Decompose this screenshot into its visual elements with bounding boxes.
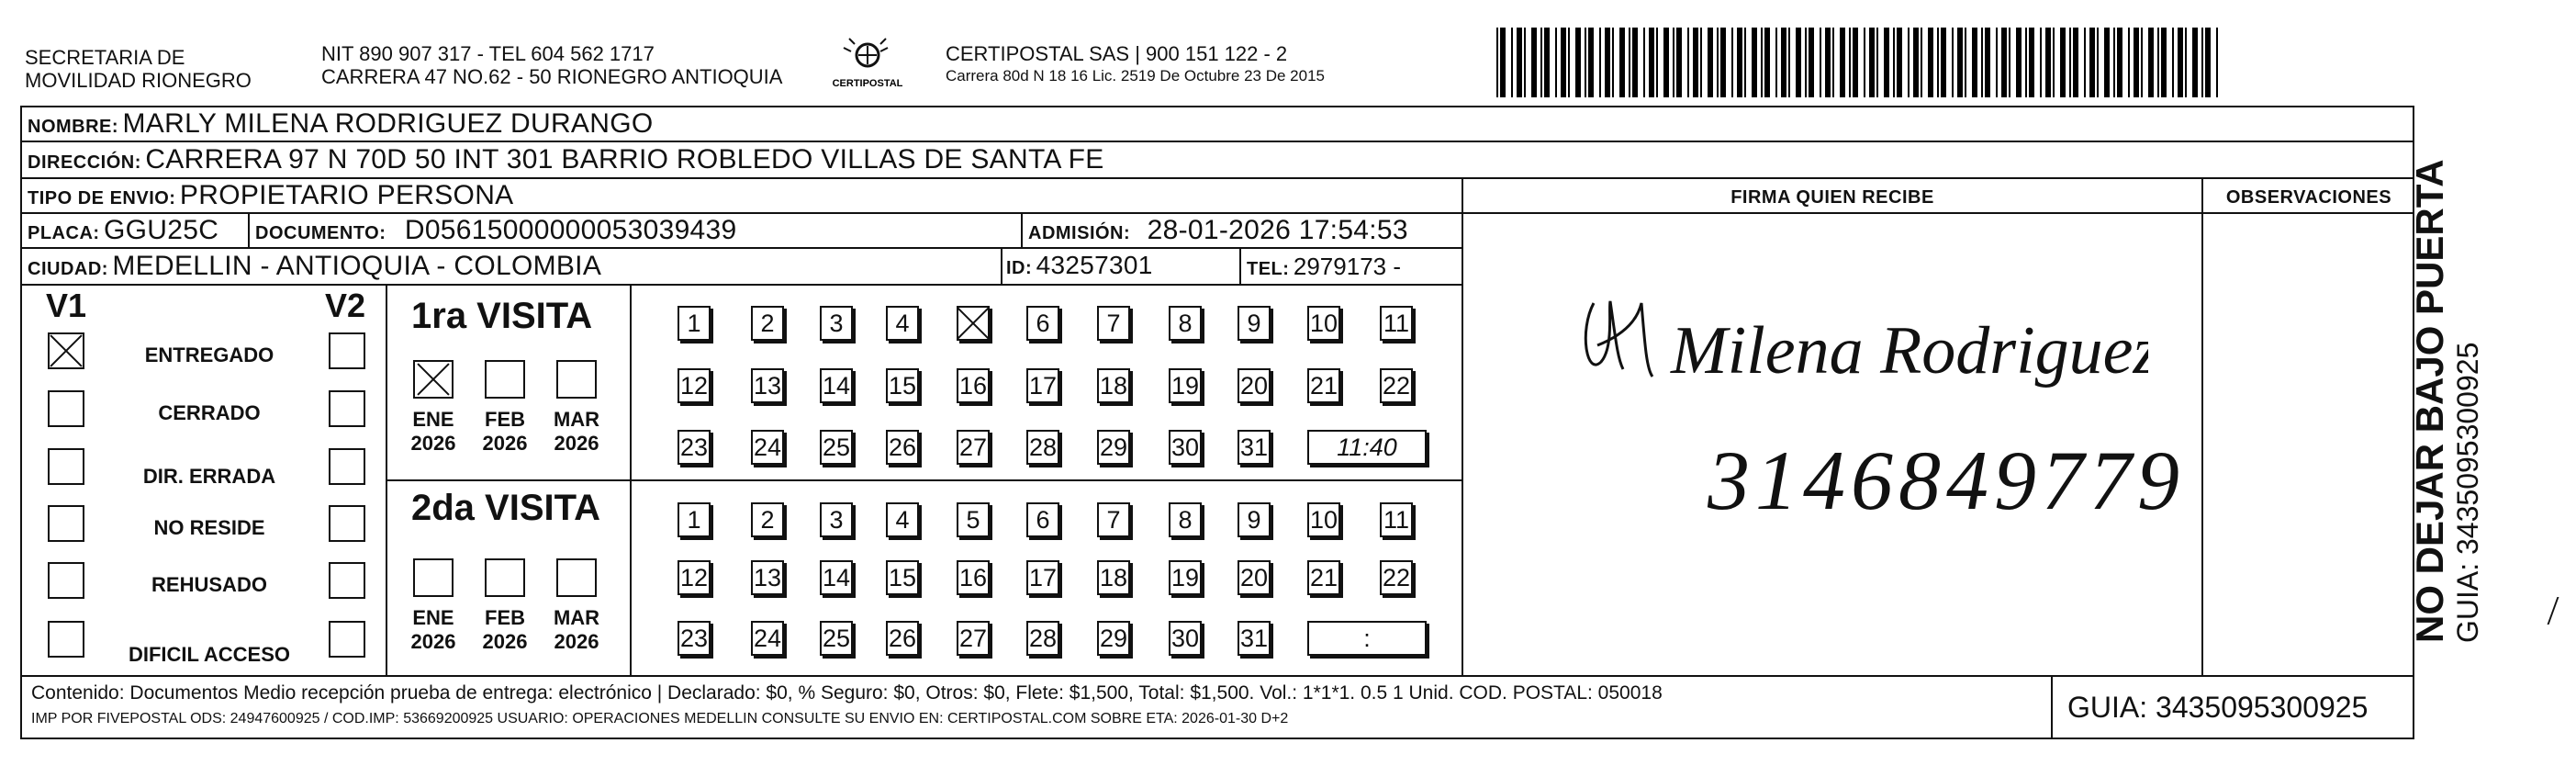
day-checkbox[interactable]: 7 [1097,502,1130,537]
day-checkbox[interactable]: 7 [1097,306,1130,341]
placa-label: PLACA: [28,223,100,243]
footer-guia-divider [2051,675,2053,739]
v2-label: V2 [325,287,366,324]
day-checkbox[interactable]: 14 [820,368,853,403]
month-year: 2026 [482,630,528,653]
id-field [1006,251,1153,280]
month-label [549,606,604,654]
day-checkbox[interactable]: 23 [678,621,711,656]
no-dejar-text: NO DEJAR BAJO PUERTA [2408,159,2451,643]
month-year: 2026 [410,630,456,653]
day-checkbox[interactable]: 11 [1380,306,1413,341]
month-name: FEB [485,606,525,629]
day-checkbox[interactable]: 2 [751,306,784,341]
stray-mark [2548,597,2572,625]
guia-vertical: GUIA: 3435095300925 [2451,342,2484,643]
day-checkbox[interactable]: 25 [820,430,853,465]
day-checkbox[interactable]: 12 [678,560,711,595]
tel-label: TEL: [1247,259,1290,279]
month-name: MAR [553,408,600,431]
time-field[interactable]: : [1307,621,1427,656]
signature-image [1561,266,2148,404]
day-checkbox[interactable]: 13 [751,368,784,403]
nit-line: NIT 890 907 317 - TEL 604 562 1717 [321,42,655,65]
ciudad-value: MEDELLIN - ANTIOQUIA - COLOMBIA [112,251,602,281]
footer-contenido: Contenido: Documentos Medio recepción prueba de entrega: electrónico | Declarado: $0, % Seguro: $0, Otros: $0, Flete: $1,500, Total: $1,500. Vol.: 1*1*1. 0.5 1 Unid. COD. POSTAL: 050018 [31,682,1663,704]
month-year: 2026 [554,432,599,455]
day-checkbox[interactable]: 18 [1097,368,1130,403]
day-checkbox[interactable]: 28 [1026,430,1059,465]
month-label [406,606,461,654]
day-checkbox[interactable]: 24 [751,621,784,656]
admision-divider [1021,214,1023,249]
day-checkbox[interactable]: 4 [886,502,919,537]
day-checkbox[interactable]: 6 [1026,502,1059,537]
day-checkbox[interactable]: 26 [886,430,919,465]
day-checkbox[interactable]: 31 [1238,621,1271,656]
id-value: 43257301 [1036,251,1153,279]
placa-divider [248,214,250,249]
status-label: REHUSADO [151,573,267,596]
month-label [406,408,461,456]
divider-firma [1462,179,1463,675]
ciudad-field [28,251,601,282]
day-checkbox[interactable]: 24 [751,430,784,465]
tel-field [1247,253,1401,281]
v1-label: V1 [46,287,87,324]
day-checkbox[interactable]: 22 [1380,560,1413,595]
time-field[interactable]: 11:40 [1307,430,1427,465]
day-checkbox[interactable]: 16 [957,560,990,595]
v2-checkbox[interactable] [329,505,365,542]
day-checkbox[interactable]: 6 [1026,306,1059,341]
v1-checkbox[interactable] [48,390,84,427]
day-checkbox[interactable]: 17 [1026,560,1059,595]
visits-divider [387,479,1462,481]
month-checkbox[interactable] [556,558,597,597]
day-checkbox[interactable]: 19 [1169,368,1202,403]
certipostal-logo-icon [831,29,904,94]
v2-checkbox[interactable] [329,332,365,369]
day-checkbox[interactable]: 29 [1097,430,1130,465]
day-checkbox[interactable]: 25 [820,621,853,656]
observaciones-label: OBSERVACIONES [2225,187,2392,208]
tel-value: 2979173 - [1293,253,1401,280]
direccion-field [28,144,1104,175]
day-checkbox[interactable]: 27 [957,621,990,656]
month-label [477,408,532,456]
day-checkbox[interactable]: 31 [1238,430,1271,465]
status-label: ENTREGADO [144,343,274,366]
status-label: NO RESIDE [153,516,265,539]
visit-month-divider [630,286,632,675]
day-checkbox[interactable]: 30 [1169,430,1202,465]
day-checkbox[interactable] [957,306,990,341]
day-checkbox[interactable]: 3 [820,502,853,537]
v1-checkbox[interactable] [48,621,84,658]
nombre-value: MARLY MILENA RODRIGUEZ DURANGO [122,108,654,139]
documento-field [255,215,737,246]
day-checkbox[interactable]: 21 [1307,560,1340,595]
v1-checkbox[interactable] [48,505,84,542]
day-checkbox[interactable]: 27 [957,430,990,465]
first-visit-title: 1ra VISITA [411,296,593,336]
company-line: CERTIPOSTAL SAS | 900 151 122 - 2 [946,42,1288,65]
tel-divider [1239,249,1241,286]
tipo-value: PROPIETARIO PERSONA [179,180,514,210]
day-checkbox[interactable]: 20 [1238,560,1271,595]
nombre-label: NOMBRE: [28,117,119,137]
nombre-field [28,108,653,140]
barcode-icon [1496,28,2227,101]
day-checkbox[interactable]: 9 [1238,502,1271,537]
v1-checkbox[interactable] [48,332,84,369]
day-checkbox[interactable]: 11 [1380,502,1413,537]
second-visit-title: 2da VISITA [411,488,600,528]
v2-checkbox[interactable] [329,390,365,427]
month-name: ENE [412,408,454,431]
day-checkbox[interactable]: 23 [678,430,711,465]
company-info [946,42,1325,87]
org-line-2: MOVILIDAD RIONEGRO [25,69,252,92]
footer-divider [20,675,2414,677]
admision-label: ADMISIÓN: [1028,223,1131,243]
day-checkbox[interactable]: 1 [678,502,711,537]
day-checkbox[interactable]: 8 [1169,502,1202,537]
day-checkbox[interactable]: 17 [1026,368,1059,403]
day-checkbox[interactable]: 2 [751,502,784,537]
month-checkbox[interactable] [485,360,525,399]
month-year: 2026 [482,432,528,455]
day-checkbox[interactable]: 5 [957,502,990,537]
month-checkbox[interactable] [485,558,525,597]
ciudad-label: CIUDAD: [28,259,108,279]
day-checkbox[interactable]: 13 [751,560,784,595]
day-checkbox[interactable]: 14 [820,560,853,595]
admision-field [1028,215,1408,246]
month-label [477,606,532,654]
id-label: ID: [1006,258,1033,278]
day-checkbox[interactable]: 29 [1097,621,1130,656]
month-checkbox[interactable] [556,360,597,399]
month-name: FEB [485,408,525,431]
status-label: CERRADO [158,401,261,424]
day-checkbox[interactable]: 3 [820,306,853,341]
day-checkbox[interactable]: 30 [1169,621,1202,656]
direccion-value: CARRERA 97 N 70D 50 INT 301 BARRIO ROBLEDO VILLAS DE SANTA FE [145,144,1104,175]
month-name: MAR [553,606,600,629]
tipo-field [28,180,513,211]
day-checkbox[interactable]: 19 [1169,560,1202,595]
logo-text: CERTIPOSTAL [832,78,903,89]
direccion-label: DIRECCIÓN: [28,152,141,173]
day-checkbox[interactable]: 12 [678,368,711,403]
documento-label: DOCUMENTO: [255,223,386,243]
side-text [2409,159,2484,643]
month-name: ENE [412,606,454,629]
firma-label: FIRMA QUIEN RECIBE [1730,187,1934,208]
status-label: DIR. ERRADA [142,465,276,488]
month-checkbox[interactable] [413,360,454,399]
footer-imp: IMP POR FIVEPOSTAL ODS: 24947600925 / COD.IMP: 53669200925 USUARIO: OPERACIONES MEDELLIN CONSULTE SU ENVIO EN: CERTIPOSTAL.COM SOBRE ETA: 2026-01-30 D+2 [31,711,1289,726]
id-divider [1001,249,1002,286]
day-checkbox[interactable]: 10 [1307,306,1340,341]
day-checkbox[interactable]: 21 [1307,368,1340,403]
org-name [25,46,252,92]
documento-value: D05615000000053039439 [404,215,737,245]
day-checkbox[interactable]: 20 [1238,368,1271,403]
placa-value: GGU25C [104,215,219,245]
day-checkbox[interactable]: 10 [1307,502,1340,537]
day-checkbox[interactable]: 28 [1026,621,1059,656]
day-checkbox[interactable]: 18 [1097,560,1130,595]
placa-field [28,215,218,246]
footer-guia: GUIA: 3435095300925 [2067,691,2369,724]
v2-checkbox[interactable] [329,621,365,658]
handwritten-phone: 3146849779 [1708,434,2185,527]
admision-value: 28-01-2026 17:54:53 [1147,215,1408,245]
v1-checkbox[interactable] [48,448,84,485]
day-checkbox[interactable]: 15 [886,368,919,403]
org-contact [321,42,782,88]
month-label [549,408,604,456]
license-line: Carrera 80d N 18 16 Lic. 2519 De Octubre 23 De 2015 [946,67,1325,84]
org-line-1: SECRETARIA DE [25,46,185,69]
status-label: DIFICIL ACCESO [128,643,290,666]
month-year: 2026 [554,630,599,653]
day-checkbox[interactable]: 15 [886,560,919,595]
day-checkbox[interactable]: 8 [1169,306,1202,341]
day-checkbox[interactable]: 4 [886,306,919,341]
address-line: CARRERA 47 NO.62 - 50 RIONEGRO ANTIOQUIA [321,65,783,88]
divider-obs [2201,179,2203,675]
day-checkbox[interactable]: 9 [1238,306,1271,341]
v2-checkbox[interactable] [329,562,365,599]
v1-checkbox[interactable] [48,562,84,599]
month-checkbox[interactable] [413,558,454,597]
tipo-label: TIPO DE ENVIO: [28,188,176,208]
signature-text: Milena Rodriguez [1671,313,2148,388]
v2-checkbox[interactable] [329,448,365,485]
day-checkbox[interactable]: 26 [886,621,919,656]
day-checkbox[interactable]: 1 [678,306,711,341]
day-checkbox[interactable]: 16 [957,368,990,403]
day-checkbox[interactable]: 22 [1380,368,1413,403]
month-year: 2026 [410,432,456,455]
